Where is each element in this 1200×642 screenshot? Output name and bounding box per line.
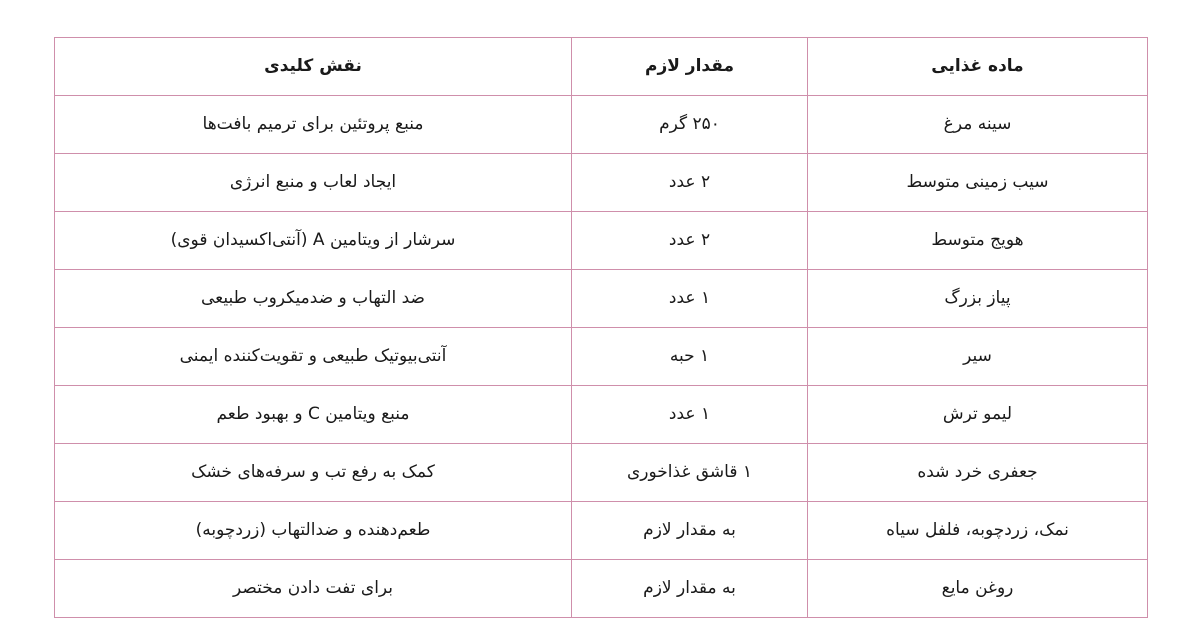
cell-ingredient: سینه مرغ: [808, 96, 1148, 154]
cell-ingredient: لیمو ترش: [808, 386, 1148, 444]
header-role: نقش کلیدی: [55, 38, 572, 96]
cell-ingredient: سیر: [808, 328, 1148, 386]
cell-ingredient: جعفری خرد شده: [808, 444, 1148, 502]
cell-amount: ۲ عدد: [572, 212, 808, 270]
table-row: [55, 154, 1148, 212]
cell-amount: ۱ عدد: [572, 386, 808, 444]
table-row: [55, 96, 1148, 154]
header-amount: مقدار لازم: [572, 38, 808, 96]
cell-role: کمک به رفع تب و سرفه‌های خشک: [55, 444, 572, 502]
table-row: [55, 502, 1148, 560]
cell-role: منبع ویتامین C و بهبود طعم: [55, 386, 572, 444]
table-row: [55, 212, 1148, 270]
cell-role: برای تفت دادن مختصر: [55, 560, 572, 618]
header-ingredient: ماده غذایی: [808, 38, 1148, 96]
cell-ingredient: هویج متوسط: [808, 212, 1148, 270]
cell-ingredient: سیب زمینی متوسط: [808, 154, 1148, 212]
table-header-row: [55, 38, 1148, 96]
cell-role: آنتی‌بیوتیک طبیعی و تقویت‌کننده ایمنی: [55, 328, 572, 386]
cell-role: ایجاد لعاب و منبع انرژی: [55, 154, 572, 212]
cell-ingredient: نمک، زردچوبه، فلفل سیاه: [808, 502, 1148, 560]
cell-amount: ۲۵۰ گرم: [572, 96, 808, 154]
cell-role: ضد التهاب و ضدمیکروب طبیعی: [55, 270, 572, 328]
cell-amount: به مقدار لازم: [572, 560, 808, 618]
table-row: [55, 270, 1148, 328]
cell-amount: ۱ قاشق غذاخوری: [572, 444, 808, 502]
cell-role: منبع پروتئین برای ترمیم بافت‌ها: [55, 96, 572, 154]
cell-role: طعم‌دهنده و ضدالتهاب (زردچوبه): [55, 502, 572, 560]
ingredients-table: [54, 37, 1148, 618]
cell-amount: ۲ عدد: [572, 154, 808, 212]
cell-ingredient: روغن مایع: [808, 560, 1148, 618]
cell-ingredient: پیاز بزرگ: [808, 270, 1148, 328]
cell-role: سرشار از ویتامین A (آنتی‌اکسیدان قوی): [55, 212, 572, 270]
table-row: [55, 444, 1148, 502]
table-row: [55, 560, 1148, 618]
cell-amount: به مقدار لازم: [572, 502, 808, 560]
table-row: [55, 386, 1148, 444]
cell-amount: ۱ عدد: [572, 270, 808, 328]
cell-amount: ۱ حبه: [572, 328, 808, 386]
table-row: [55, 328, 1148, 386]
